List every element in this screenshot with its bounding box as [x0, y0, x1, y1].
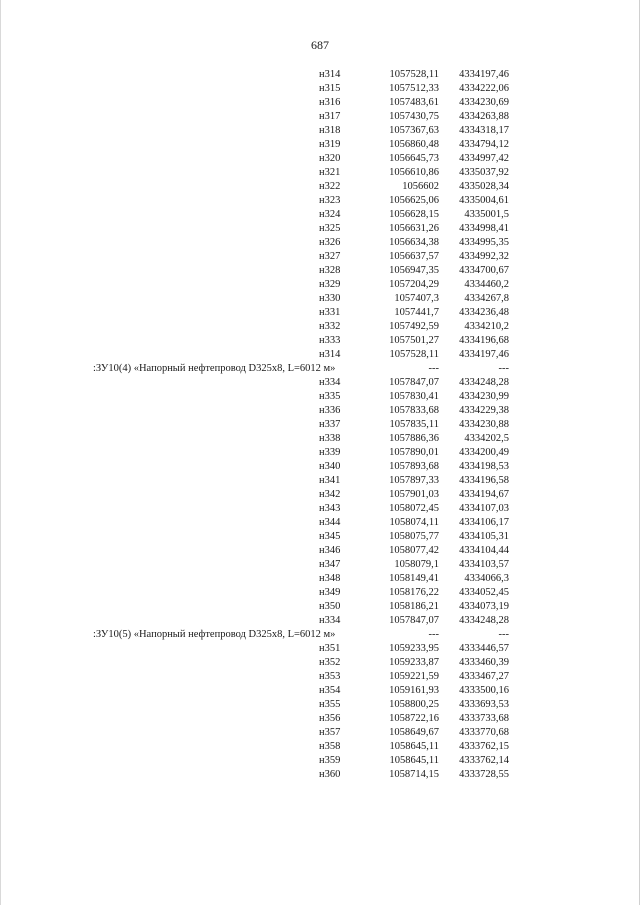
table-row	[93, 446, 509, 460]
coord-x: 1056602	[402, 181, 439, 192]
coord-x: 1058649,67	[389, 727, 439, 738]
table-row	[93, 334, 509, 348]
table-row	[93, 586, 509, 600]
table-row	[93, 418, 509, 432]
table-row	[93, 726, 509, 740]
coord-x: 1057830,41	[389, 391, 439, 402]
coord-x: 1056625,06	[389, 195, 439, 206]
coord-x: 1057886,36	[389, 433, 439, 444]
coord-x: 1057528,11	[389, 69, 439, 80]
table-row	[93, 684, 509, 698]
point-id: н350	[319, 601, 341, 612]
coord-y: 4334197,46	[459, 349, 509, 360]
section-header-y: ---	[498, 629, 509, 640]
coord-y: 4334196,68	[459, 335, 509, 346]
table-row	[93, 404, 509, 418]
point-id: н335	[319, 391, 341, 402]
coord-x: 1057483,61	[389, 97, 439, 108]
table-row	[93, 96, 509, 110]
coord-y: 4333500,16	[459, 685, 509, 696]
point-id: н357	[319, 727, 341, 738]
table-row	[93, 306, 509, 320]
coord-y: 4334997,42	[459, 153, 509, 164]
coord-y: 4334202,5	[464, 433, 509, 444]
coord-x: 1057501,27	[389, 335, 439, 346]
point-id: н320	[319, 153, 341, 164]
coord-y: 4334230,69	[459, 97, 509, 108]
point-id: н334	[319, 615, 341, 626]
table-row	[93, 572, 509, 586]
coord-x: 1056610,86	[389, 167, 439, 178]
coord-x: 1057833,68	[389, 405, 439, 416]
point-id: н360	[319, 769, 341, 780]
table-row	[93, 278, 509, 292]
coord-x: 1058072,45	[389, 503, 439, 514]
page-number: 687	[311, 38, 329, 52]
point-id: н330	[319, 293, 341, 304]
point-id: н354	[319, 685, 341, 696]
table-row	[93, 530, 509, 544]
coord-y: 4334052,45	[459, 587, 509, 598]
point-id: н339	[319, 447, 341, 458]
coord-y: 4334794,12	[459, 139, 509, 150]
coord-x: 1058075,77	[389, 531, 439, 542]
coord-x: 1057847,07	[389, 377, 439, 388]
coord-y: 4334267,8	[464, 293, 509, 304]
point-id: н314	[319, 349, 341, 360]
coord-x: 1057367,63	[389, 125, 439, 136]
coord-x: 1056860,48	[389, 139, 439, 150]
coord-y: 4334104,44	[459, 545, 509, 556]
coord-y: 4334196,58	[459, 475, 509, 486]
table-row	[93, 502, 509, 516]
point-id: н325	[319, 223, 341, 234]
coord-y: 4334066,3	[464, 573, 509, 584]
coord-y: 4333446,57	[459, 643, 509, 654]
table-row	[93, 768, 509, 782]
table-row	[93, 516, 509, 530]
coord-x: 1058077,42	[389, 545, 439, 556]
point-id: н336	[319, 405, 341, 416]
section-header-x: ---	[428, 629, 439, 640]
point-id: н326	[319, 237, 341, 248]
table-row	[93, 208, 509, 222]
table-row	[93, 460, 509, 474]
point-id: н358	[319, 741, 341, 752]
point-id: н328	[319, 265, 341, 276]
coord-x: 1056947,35	[389, 265, 439, 276]
coord-x: 1057893,68	[389, 461, 439, 472]
point-id: н355	[319, 699, 341, 710]
coord-y: 4334210,2	[464, 321, 509, 332]
coord-y: 4334318,17	[459, 125, 509, 136]
table-row	[93, 488, 509, 502]
point-id: н332	[319, 321, 341, 332]
point-id: н324	[319, 209, 341, 220]
coord-y: 4334229,38	[459, 405, 509, 416]
coord-y: 4334248,28	[459, 377, 509, 388]
point-id: н338	[319, 433, 341, 444]
table-row	[93, 152, 509, 166]
coord-y: 4334263,88	[459, 111, 509, 122]
point-id: н340	[319, 461, 341, 472]
table-row	[93, 68, 509, 82]
coord-y: 4333762,15	[459, 741, 509, 752]
coord-x: 1058722,16	[389, 713, 439, 724]
table-row	[93, 754, 509, 768]
coord-y: 4334198,53	[459, 461, 509, 472]
coord-x: 1059221,59	[389, 671, 439, 682]
table-row	[93, 138, 509, 152]
coord-x: 1057407,3	[394, 293, 439, 304]
table-row	[93, 600, 509, 614]
coord-y: 4334230,88	[459, 419, 509, 430]
coord-y: 4333693,53	[459, 699, 509, 710]
point-id: н315	[319, 83, 341, 94]
coord-y: 4333770,68	[459, 727, 509, 738]
table-row	[93, 292, 509, 306]
coord-y: 4334105,31	[459, 531, 509, 542]
coord-x: 1059233,95	[389, 643, 439, 654]
table-row	[93, 642, 509, 656]
table-row	[93, 656, 509, 670]
coord-y: 4333733,68	[459, 713, 509, 724]
coord-y: 4334222,06	[459, 83, 509, 94]
coord-y: 4334998,41	[459, 223, 509, 234]
point-id: н341	[319, 475, 341, 486]
coord-x: 1057492,59	[389, 321, 439, 332]
point-id: н323	[319, 195, 341, 206]
table-row	[93, 124, 509, 138]
point-id: н333	[319, 335, 341, 346]
table-row	[93, 558, 509, 572]
coord-y: 4334995,35	[459, 237, 509, 248]
coord-x: 1058186,21	[389, 601, 439, 612]
coord-x: 1057835,11	[389, 419, 439, 430]
coord-y: 4334248,28	[459, 615, 509, 626]
coord-y: 4334460,2	[464, 279, 509, 290]
coord-x: 1057528,11	[389, 349, 439, 360]
table-row	[93, 474, 509, 488]
point-id: н352	[319, 657, 341, 668]
point-id: н349	[319, 587, 341, 598]
coord-y: 4334073,19	[459, 601, 509, 612]
coord-x: 1056637,57	[389, 251, 439, 262]
coordinate-table	[93, 68, 509, 782]
table-row	[93, 614, 509, 628]
coord-x: 1058645,11	[389, 755, 439, 766]
table-row	[93, 110, 509, 124]
table-row	[93, 166, 509, 180]
point-id: н351	[319, 643, 341, 654]
point-id: н329	[319, 279, 341, 290]
point-id: н337	[319, 419, 341, 430]
table-row	[93, 250, 509, 264]
point-id: н334	[319, 377, 341, 388]
coord-y: 4335001,5	[464, 209, 509, 220]
section-header-y: ---	[498, 363, 509, 374]
table-row	[93, 740, 509, 754]
coord-x: 1057512,33	[389, 83, 439, 94]
coord-y: 4334194,67	[459, 489, 509, 500]
point-id: н327	[319, 251, 341, 262]
coord-y: 4334236,48	[459, 307, 509, 318]
coord-y: 4335028,34	[459, 181, 509, 192]
coord-y: 4334200,49	[459, 447, 509, 458]
coord-x: 1058800,25	[389, 699, 439, 710]
coord-x: 1058149,41	[389, 573, 439, 584]
coord-y: 4333728,55	[459, 769, 509, 780]
section-header	[93, 362, 509, 376]
coord-x: 1059233,87	[389, 657, 439, 668]
coord-x: 1056628,15	[389, 209, 439, 220]
table-row	[93, 432, 509, 446]
coord-x: 1057890,01	[389, 447, 439, 458]
table-row	[93, 390, 509, 404]
point-id: н316	[319, 97, 341, 108]
coord-x: 1059161,93	[389, 685, 439, 696]
point-id: н314	[319, 69, 341, 80]
coord-y: 4335037,92	[459, 167, 509, 178]
point-id: н321	[319, 167, 341, 178]
point-id: н342	[319, 489, 341, 500]
coord-y: 4334106,17	[459, 517, 509, 528]
point-id: н346	[319, 545, 341, 556]
point-id: н317	[319, 111, 341, 122]
coord-y: 4333460,39	[459, 657, 509, 668]
coord-y: 4333467,27	[459, 671, 509, 682]
point-id: н356	[319, 713, 341, 724]
coord-x: 1057441,7	[394, 307, 439, 318]
point-id: н345	[319, 531, 341, 542]
point-id: н359	[319, 755, 341, 766]
coord-y: 4335004,61	[459, 195, 509, 206]
section-title: :ЗУ10(4) «Напорный нефтепровод D325x8, L=6012 м»	[93, 363, 336, 374]
table-row	[93, 264, 509, 278]
table-row	[93, 348, 509, 362]
table-row	[93, 82, 509, 96]
table-row	[93, 320, 509, 334]
coord-x: 1057204,29	[389, 279, 439, 290]
table-row	[93, 376, 509, 390]
coord-y: 4334992,32	[459, 251, 509, 262]
table-row	[93, 236, 509, 250]
coord-x: 1058645,11	[389, 741, 439, 752]
point-id: н353	[319, 671, 341, 682]
coord-x: 1058079,1	[394, 559, 439, 570]
coord-y: 4334197,46	[459, 69, 509, 80]
table-row	[93, 180, 509, 194]
coord-y: 4334700,67	[459, 265, 509, 276]
coord-x: 1057430,75	[389, 111, 439, 122]
point-id: н347	[319, 559, 341, 570]
coord-x: 1056645,73	[389, 153, 439, 164]
table-row	[93, 194, 509, 208]
table-row	[93, 698, 509, 712]
coord-y: 4334107,03	[459, 503, 509, 514]
coord-x: 1058714,15	[389, 769, 439, 780]
coord-y: 4334230,99	[459, 391, 509, 402]
coord-x: 1058176,22	[389, 587, 439, 598]
point-id: н331	[319, 307, 341, 318]
coord-x: 1056631,26	[389, 223, 439, 234]
coord-y: 4333762,14	[459, 755, 509, 766]
point-id: н343	[319, 503, 341, 514]
table-row	[93, 670, 509, 684]
coord-x: 1057897,33	[389, 475, 439, 486]
point-id: н318	[319, 125, 341, 136]
coord-x: 1058074,11	[389, 517, 439, 528]
point-id: н319	[319, 139, 341, 150]
section-header-x: ---	[428, 363, 439, 374]
table-row	[93, 712, 509, 726]
coord-y: 4334103,57	[459, 559, 509, 570]
point-id: н344	[319, 517, 341, 528]
point-id: н322	[319, 181, 341, 192]
coord-x: 1057901,03	[389, 489, 439, 500]
coord-x: 1056634,38	[389, 237, 439, 248]
table-row	[93, 544, 509, 558]
section-header	[93, 628, 509, 642]
section-title: :ЗУ10(5) «Напорный нефтепровод D325x8, L=6012 м»	[93, 629, 336, 640]
point-id: н348	[319, 573, 341, 584]
coord-x: 1057847,07	[389, 615, 439, 626]
table-row	[93, 222, 509, 236]
